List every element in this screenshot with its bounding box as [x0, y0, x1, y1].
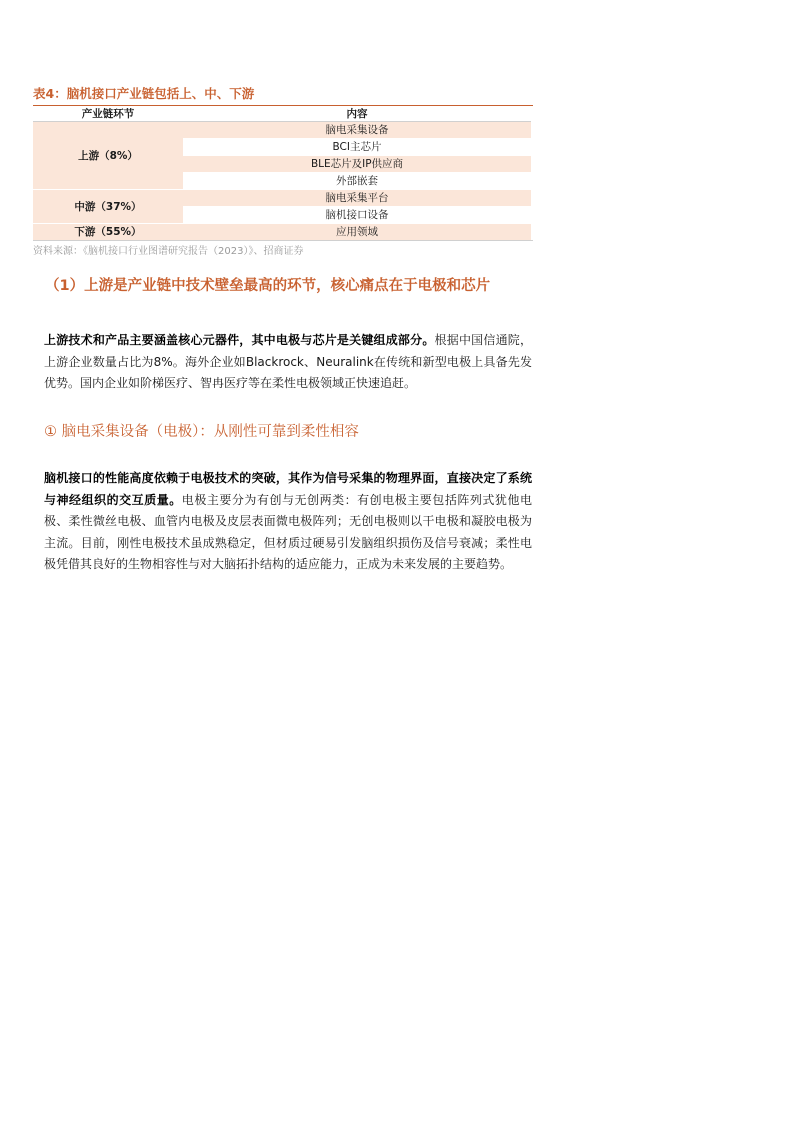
- table-header-row: [33, 106, 531, 122]
- paragraph-lead: 脑机接口的性能高度依赖于电极技术的突破，其作为信号采集的物理界面，直接决定了系统与神经组织的交互质量。: [44, 471, 532, 507]
- segment-midstream: 中游（37%）: [33, 190, 183, 224]
- paragraph-body: 根据中国信通院，上游企业数量占比为8%。海外企业如Blackrock、Neuralink在传统和新型电极上具备先发优势。国内企业如阶梯医疗、智冉医疗等在柔性电极领域正快速追赶。: [44, 333, 532, 390]
- section-heading-upstream: （1）上游是产业链中技术壁垒最高的环节，核心痛点在于电极和芯片: [45, 278, 491, 294]
- content-cell: 脑电采集平台: [183, 190, 531, 207]
- segment-downstream: 下游（55%）: [33, 224, 183, 241]
- header-segment: 产业链环节: [33, 106, 183, 122]
- paragraph-upstream: [44, 330, 532, 395]
- segment-upstream: 上游（8%）: [33, 122, 183, 190]
- paragraph-body: 电极主要分为有创与无创两类：有创电极主要包括阵列式犹他电极、柔性微丝电极、血管内电极及皮层表面微电极阵列；无创电极则以干电极和凝胶电极为主流。目前，刚性电极技术虽成熟稳定，但材质过硬易引发脑组织损伤及信号衰减；柔性电极凭借其良好的生物相容性与对大脑拓扑结构的适应能力，正成为未来发展的主要趋势。: [44, 492, 532, 571]
- table-source: 资料来源：《脑机接口行业图谱研究报告（2023）》、招商证券: [33, 240, 533, 257]
- paragraph-lead: 上游技术和产品主要涵盖核心元器件，其中电极与芯片是关键组成部分。: [44, 333, 435, 347]
- industry-chain-table: [33, 106, 531, 241]
- content-cell: 脑电采集设备: [183, 122, 531, 139]
- content-cell: 应用领域: [183, 224, 531, 241]
- content-cell: 脑机接口设备: [183, 207, 531, 224]
- content-cell: BLE芯片及IP供应商: [183, 156, 531, 173]
- paragraph-electrode: [44, 468, 532, 576]
- content-cell: BCI主芯片: [183, 139, 531, 156]
- table-caption: 表4：脑机接口产业链包括上、中、下游: [33, 86, 533, 106]
- table-row: [33, 122, 531, 139]
- table-row: [33, 224, 531, 241]
- table-row: [33, 190, 531, 207]
- header-content: 内容: [183, 106, 531, 122]
- content-cell: 外部嵌套: [183, 173, 531, 190]
- subsection-heading-electrode: ① 脑电采集设备（电极）：从刚性可靠到柔性相容: [44, 424, 359, 440]
